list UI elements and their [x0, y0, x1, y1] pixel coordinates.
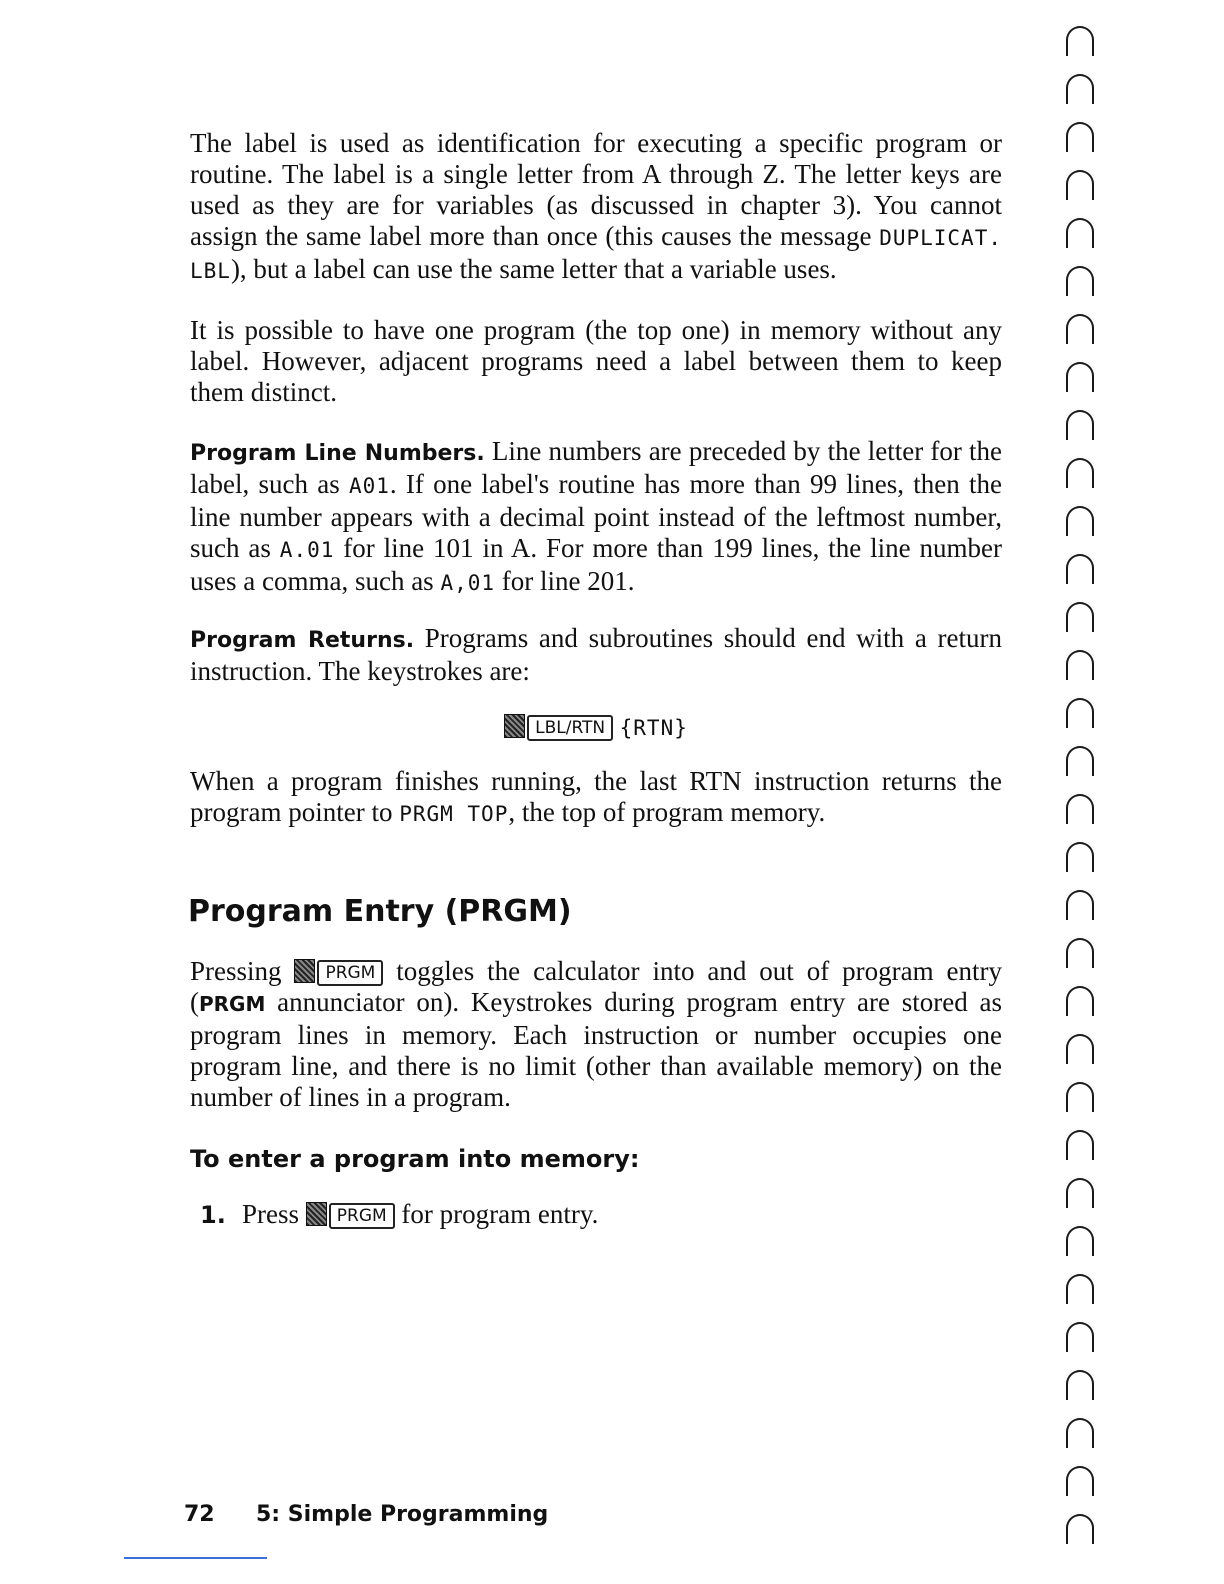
section-heading: Program Entry (PRGM): [188, 894, 572, 929]
page-body: [190, 128, 1002, 1232]
lbl-rtn-key: LBL/RTN: [527, 715, 613, 741]
binding-ring-icon: [1066, 410, 1094, 440]
binding-ring-icon: [1066, 1082, 1094, 1112]
text-run: for line 201.: [495, 566, 635, 596]
text-run: Line numbers are preceded by the letter for the label, such as: [190, 436, 1003, 499]
text-run: toggles the calculator into and out of program entry (: [190, 956, 1002, 1017]
binding-ring-icon: [1066, 1370, 1094, 1400]
binding-ring-icon: [1066, 266, 1094, 296]
binding-ring-icon: [1066, 1274, 1094, 1304]
display-message: DUPLICAT. LBL: [190, 226, 1002, 283]
paragraph-unlabeled-program: It is possible to have one program (the top one) in memory without any label. However, adjacent programs need a label between them to keep them distinct.: [190, 315, 1002, 407]
binding-ring-icon: [1066, 74, 1094, 104]
binding-ring-icon: [1066, 1514, 1094, 1544]
binding-ring-icon: [1066, 1466, 1094, 1496]
binding-ring-icon: [1066, 938, 1094, 968]
display-code: A01: [348, 474, 390, 498]
step-text: for program entry.: [394, 1199, 599, 1229]
binding-ring-icon: [1066, 602, 1094, 632]
text-run: The label is used as identification for executing a specific program or routine. The label is a single letter from A through Z. The letter keys are used as they are for variables (as discussed in chapter 3). You cannot assign the same label more than once (this causes the message: [190, 128, 1002, 251]
text-run: When a program finishes running, the last RTN instruction returns the program pointer to: [190, 766, 1002, 827]
shift-key-icon: [504, 714, 525, 738]
display-code: A,01: [440, 571, 496, 595]
binding-ring-icon: [1066, 1130, 1094, 1160]
step-item: [200, 1197, 1002, 1232]
prgm-annunciator: PRGM: [199, 992, 266, 1016]
chapter-title: 5: Simple Programming: [256, 1502, 549, 1527]
text-run: Programs and subroutines should end with a return instruction. The keystrokes are:: [190, 623, 1002, 686]
binding-ring-icon: [1066, 1178, 1094, 1208]
step-text: Press: [242, 1199, 306, 1229]
text-run: Pressing: [190, 956, 295, 986]
display-code: A.01: [279, 538, 335, 562]
binding-ring-icon: [1066, 794, 1094, 824]
spiral-binding: [1062, 26, 1102, 1566]
run-in-heading: Program Returns.: [190, 628, 415, 653]
page-footer: [184, 1500, 548, 1530]
binding-ring-icon: [1066, 1418, 1094, 1448]
paragraph-program-returns: [190, 623, 1002, 687]
binding-ring-icon: [1066, 698, 1094, 728]
text-run: , the top of program memory.: [508, 797, 826, 827]
binding-ring-icon: [1066, 842, 1094, 872]
paragraph-return-behavior: [190, 766, 1002, 830]
binding-ring-icon: [1066, 1226, 1094, 1256]
run-in-heading: Program Line Numbers.: [190, 441, 485, 466]
text-run: ), but a label can use the same letter that a variable uses.: [230, 254, 837, 284]
text-run: . If one label's routine has more than 99 lines, then the line number appears with a decimal point instead of the leftmost number, such as: [190, 469, 1002, 563]
binding-ring-icon: [1066, 506, 1094, 536]
binding-ring-icon: [1066, 554, 1094, 584]
paragraph-program-line-numbers: [190, 436, 1002, 599]
binding-ring-icon: [1066, 170, 1094, 200]
procedure-heading: To enter a program into memory:: [190, 1145, 640, 1173]
shift-key-icon: [306, 1202, 327, 1226]
paragraph-program-entry: [190, 956, 1002, 1113]
display-message: PRGM TOP: [399, 802, 509, 826]
page-number: 72: [184, 1502, 215, 1527]
binding-ring-icon: [1066, 1034, 1094, 1064]
shift-key-icon: [294, 959, 315, 983]
binding-ring-icon: [1066, 890, 1094, 920]
binding-ring-icon: [1066, 746, 1094, 776]
binding-ring-icon: [1066, 218, 1094, 248]
binding-ring-icon: [1066, 458, 1094, 488]
binding-ring-icon: [1066, 26, 1094, 56]
rtn-menu-key: {RTN}: [619, 716, 688, 740]
binding-ring-icon: [1066, 986, 1094, 1016]
paragraph-label-description: [190, 128, 1002, 287]
text-run: annunciator on). Keystrokes during program entry are stored as program lines in memory. Each instruction or number occupies one program line, and there is no limit (other than available memory) on the number of lines in a program.: [190, 987, 1002, 1112]
binding-ring-icon: [1066, 122, 1094, 152]
text-run: for line 101 in A. For more than 199 lines, the line number uses a comma, such as: [190, 533, 1002, 596]
binding-ring-icon: [1066, 650, 1094, 680]
bottom-rule: [124, 1557, 267, 1559]
binding-ring-icon: [1066, 314, 1094, 344]
prgm-key: PRGM: [329, 1203, 395, 1229]
keystroke-sequence: [190, 709, 1002, 746]
binding-ring-icon: [1066, 1322, 1094, 1352]
binding-ring-icon: [1066, 362, 1094, 392]
prgm-key: PRGM: [317, 960, 383, 986]
step-number: 1.: [200, 1201, 226, 1229]
